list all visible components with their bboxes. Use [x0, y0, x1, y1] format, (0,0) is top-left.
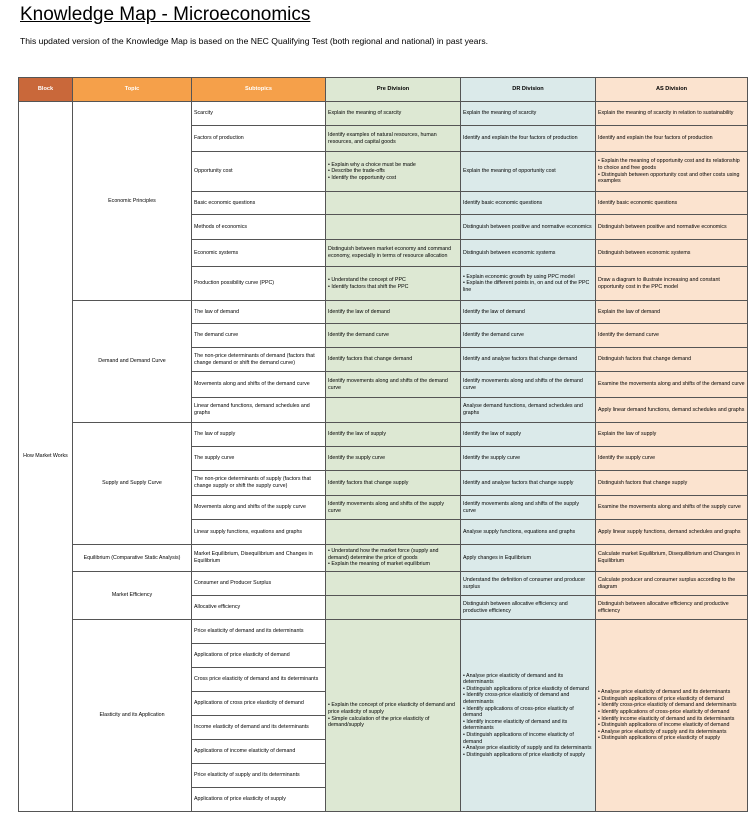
pre-bullet-list	[328, 162, 458, 182]
topic-cell: Economic Principles	[73, 102, 192, 301]
as-cell: Distinguish factors that change demand	[596, 348, 748, 372]
as-cell: Apply linear supply functions, demand schedules and graphs	[596, 520, 748, 545]
pre-cell: Identify examples of natural resources, human resources, and capital goods	[326, 126, 461, 152]
list-item: • Identify applications of cross-price elasticity of demand	[598, 709, 745, 716]
subtopic-cell: Economic systems	[192, 240, 326, 267]
dr-cell: Identify movements along and shifts of the demand curve	[461, 372, 596, 398]
pre-cell: Identify factors that change demand	[326, 348, 461, 372]
dr-cell: Distinguish between positive and normative economics	[461, 215, 596, 240]
list-item: • Distinguish applications of income elasticity of demand	[463, 732, 593, 745]
subtopic-cell: Market Equilibrium, Disequilibrium and Changes in Equilibrium	[192, 545, 326, 572]
as-cell: Draw a diagram to illustrate increasing and constant opportunity cost in the PPC model	[596, 267, 748, 301]
intro-text: This updated version of the Knowledge Map is based on the NEC Qualifying Test (both regional and national) in past years.	[20, 36, 489, 46]
subtopic-cell: The law of demand	[192, 301, 326, 324]
list-item: • Identify factors that shift the PPC	[328, 284, 458, 291]
dr-cell: Identify the supply curve	[461, 447, 596, 471]
header-dr-division: DR Division	[461, 78, 596, 102]
dr-cell: Understand the definition of consumer and producer surplus	[461, 572, 596, 596]
table-row	[19, 572, 748, 596]
pre-cell	[326, 572, 461, 596]
subtopic-cell: Applications of cross price elasticity of demand	[192, 692, 326, 716]
subtopic-cell: Income elasticity of demand and its determinants	[192, 716, 326, 740]
dr-cell: Explain the meaning of scarcity	[461, 102, 596, 126]
list-item: • Explain the different points in, on and out of the PPC line	[463, 280, 593, 293]
dr-cell: Identify the law of demand	[461, 301, 596, 324]
subtopic-cell: Applications of income elasticity of demand	[192, 740, 326, 764]
list-item: • Explain why a choice must be made	[328, 162, 458, 169]
topic-cell: Equilibrium (Comparative Static Analysis)	[73, 545, 192, 572]
as-cell	[596, 152, 748, 192]
dr-cell: Identify movements along and shifts of the supply curve	[461, 496, 596, 520]
subtopic-cell: Allocative efficiency	[192, 596, 326, 620]
pre-cell	[326, 520, 461, 545]
dr-cell: Distinguish between allocative efficiency and productive efficiency	[461, 596, 596, 620]
as-cell	[596, 620, 748, 812]
as-cell: Apply linear demand functions, demand schedules and graphs	[596, 398, 748, 423]
header-row	[19, 78, 748, 102]
pre-cell: Identify movements along and shifts of the supply curve	[326, 496, 461, 520]
dr-cell	[461, 620, 596, 812]
pre-cell: Identify the demand curve	[326, 324, 461, 348]
subtopic-cell: The supply curve	[192, 447, 326, 471]
subtopic-cell: Scarcity	[192, 102, 326, 126]
subtopic-cell: Movements along and shifts of the supply curve	[192, 496, 326, 520]
as-cell: Identify the demand curve	[596, 324, 748, 348]
list-item: • Identify income elasticity of demand and its determinants	[598, 716, 745, 723]
header-pre-division: Pre Division	[326, 78, 461, 102]
topic-cell: Market Efficiency	[73, 572, 192, 620]
subtopic-cell: Price elasticity of supply and its determinants	[192, 764, 326, 788]
list-item: • Identify income elasticity of demand and its determinants	[463, 719, 593, 732]
as-cell: Examine the movements along and shifts of the demand curve	[596, 372, 748, 398]
list-item: • Analyse price elasticity of demand and its determinants	[463, 673, 593, 686]
list-item: • Explain economic growth by using PPC model	[463, 274, 593, 281]
dr-cell: Analyse demand functions, demand schedules and graphs	[461, 398, 596, 423]
list-item: • Explain the meaning of market equilibrium	[328, 561, 458, 568]
list-item: • Distinguish applications of price elasticity of demand	[598, 696, 745, 703]
list-item: • Distinguish applications of price elasticity of demand	[463, 686, 593, 693]
list-item: • Distinguish applications of income elasticity of demand	[598, 722, 745, 729]
as-cell: Explain the law of supply	[596, 423, 748, 447]
dr-cell: Identify and explain the four factors of production	[461, 126, 596, 152]
pre-bullet-list	[328, 548, 458, 568]
subtopic-cell: The demand curve	[192, 324, 326, 348]
block-cell: How Market Works	[19, 102, 73, 812]
pre-cell: Identify factors that change supply	[326, 471, 461, 496]
as-cell: Distinguish between positive and normative economics	[596, 215, 748, 240]
pre-cell: Explain the meaning of scarcity	[326, 102, 461, 126]
pre-cell: Identify the law of supply	[326, 423, 461, 447]
dr-bullet-list	[463, 274, 593, 294]
subtopic-cell: The law of supply	[192, 423, 326, 447]
header-subtopics: Subtopics	[192, 78, 326, 102]
dr-cell: Identify and analyse factors that change demand	[461, 348, 596, 372]
list-item: • Describe the trade-offs	[328, 168, 458, 175]
topic-cell: Demand and Demand Curve	[73, 301, 192, 423]
list-item: • Analyse price elasticity of demand and its determinants	[598, 689, 745, 696]
page-title: Knowledge Map - Microeconomics	[20, 4, 311, 25]
list-item: • Identify applications of cross-price elasticity of demand	[463, 706, 593, 719]
as-cell: Distinguish between economic systems	[596, 240, 748, 267]
subtopic-cell: Applications of price elasticity of supply	[192, 788, 326, 812]
as-cell: Identify basic economic questions	[596, 192, 748, 215]
as-cell: Examine the movements along and shifts of the supply curve	[596, 496, 748, 520]
as-cell: Explain the meaning of scarcity in relation to sustainability	[596, 102, 748, 126]
pre-bullet-list	[328, 702, 458, 728]
list-item: • Distinguish applications of price elasticity of supply	[463, 752, 593, 759]
pre-cell	[326, 398, 461, 423]
subtopic-cell: Consumer and Producer Surplus	[192, 572, 326, 596]
table-row	[19, 620, 748, 644]
as-bullet-list	[598, 689, 745, 742]
subtopic-cell: Cross price elasticity of demand and its determinants	[192, 668, 326, 692]
header-as-division: AS Division	[596, 78, 748, 102]
list-item: • Distinguish applications of price elasticity of supply	[598, 735, 745, 742]
as-cell: Calculate market Equilibrium, Disequilibrium and Changes in Equilibrium	[596, 545, 748, 572]
list-item: • Explain the meaning of opportunity cost and its relationship to choice and free goods	[598, 158, 745, 171]
as-cell: Distinguish factors that change supply	[596, 471, 748, 496]
dr-cell: Identify the law of supply	[461, 423, 596, 447]
subtopic-cell: Production possibility curve (PPC)	[192, 267, 326, 301]
pre-cell: Identify the supply curve	[326, 447, 461, 471]
dr-cell: Distinguish between economic systems	[461, 240, 596, 267]
topic-cell: Supply and Supply Curve	[73, 423, 192, 545]
pre-cell	[326, 267, 461, 301]
pre-cell	[326, 192, 461, 215]
pre-cell: Identify movements along and shifts of the demand curve	[326, 372, 461, 398]
list-item: • Identify cross-price elasticity of demand and determinants	[463, 692, 593, 705]
as-cell: Identify and explain the four factors of production	[596, 126, 748, 152]
subtopic-cell: The non-price determinants of demand (factors that change demand or shift the demand curve)	[192, 348, 326, 372]
header-topic: Topic	[73, 78, 192, 102]
dr-cell: Identify and analyse factors that change supply	[461, 471, 596, 496]
table-row	[19, 301, 748, 324]
pre-cell	[326, 545, 461, 572]
as-bullet-list	[598, 158, 745, 184]
topic-cell: Elasticity and its Application	[73, 620, 192, 812]
subtopic-cell: Methods of economics	[192, 215, 326, 240]
as-cell: Identify the supply curve	[596, 447, 748, 471]
list-item: • Understand the concept of PPC	[328, 277, 458, 284]
list-item: • Analyse price elasticity of supply and its determinants	[598, 729, 745, 736]
table-row	[19, 545, 748, 572]
table-row	[19, 423, 748, 447]
list-item: • Identify the opportunity cost	[328, 175, 458, 182]
subtopic-cell: Movements along and shifts of the demand curve	[192, 372, 326, 398]
pre-cell: Distinguish between market economy and command economy, especially in terms of resource allocation	[326, 240, 461, 267]
dr-cell	[461, 267, 596, 301]
subtopic-cell: Basic economic questions	[192, 192, 326, 215]
dr-cell: Identify basic economic questions	[461, 192, 596, 215]
dr-cell: Analyse supply functions, equations and graphs	[461, 520, 596, 545]
dr-cell: Identify the demand curve	[461, 324, 596, 348]
subtopic-cell: Price elasticity of demand and its determinants	[192, 620, 326, 644]
header-block: Block	[19, 78, 73, 102]
subtopic-cell: Applications of price elasticity of demand	[192, 644, 326, 668]
subtopic-cell: Linear supply functions, equations and graphs	[192, 520, 326, 545]
table-row	[19, 102, 748, 126]
pre-cell	[326, 152, 461, 192]
pre-cell	[326, 596, 461, 620]
list-item: • Understand how the market force (supply and demand) determine the price of goods	[328, 548, 458, 561]
subtopic-cell: Factors of production	[192, 126, 326, 152]
pre-bullet-list	[328, 277, 458, 290]
list-item: • Simple calculation of the price elasticity of demand/supply	[328, 716, 458, 729]
list-item: • Analyse price elasticity of supply and its determinants	[463, 745, 593, 752]
list-item: • Explain the concept of price elasticity of demand and price elasticity of supply	[328, 702, 458, 715]
pre-cell: Identify the law of demand	[326, 301, 461, 324]
dr-bullet-list	[463, 673, 593, 759]
pre-cell	[326, 215, 461, 240]
as-cell: Distinguish between allocative efficiency and productive efficiency	[596, 596, 748, 620]
list-item: • Distinguish between opportunity cost and other costs using examples	[598, 172, 745, 185]
as-cell: Explain the law of demand	[596, 301, 748, 324]
knowledge-map-table	[18, 77, 748, 812]
dr-cell: Explain the meaning of opportunity cost	[461, 152, 596, 192]
pre-cell	[326, 620, 461, 812]
dr-cell: Apply changes in Equilibrium	[461, 545, 596, 572]
as-cell: Calculate producer and consumer surplus according to the diagram	[596, 572, 748, 596]
list-item: • Identify cross-price elasticity of demand and determinants	[598, 702, 745, 709]
subtopic-cell: Opportunity cost	[192, 152, 326, 192]
subtopic-cell: Linear demand functions, demand schedules and graphs	[192, 398, 326, 423]
subtopic-cell: The non-price determinants of supply (factors that change supply or shift the supply curve)	[192, 471, 326, 496]
